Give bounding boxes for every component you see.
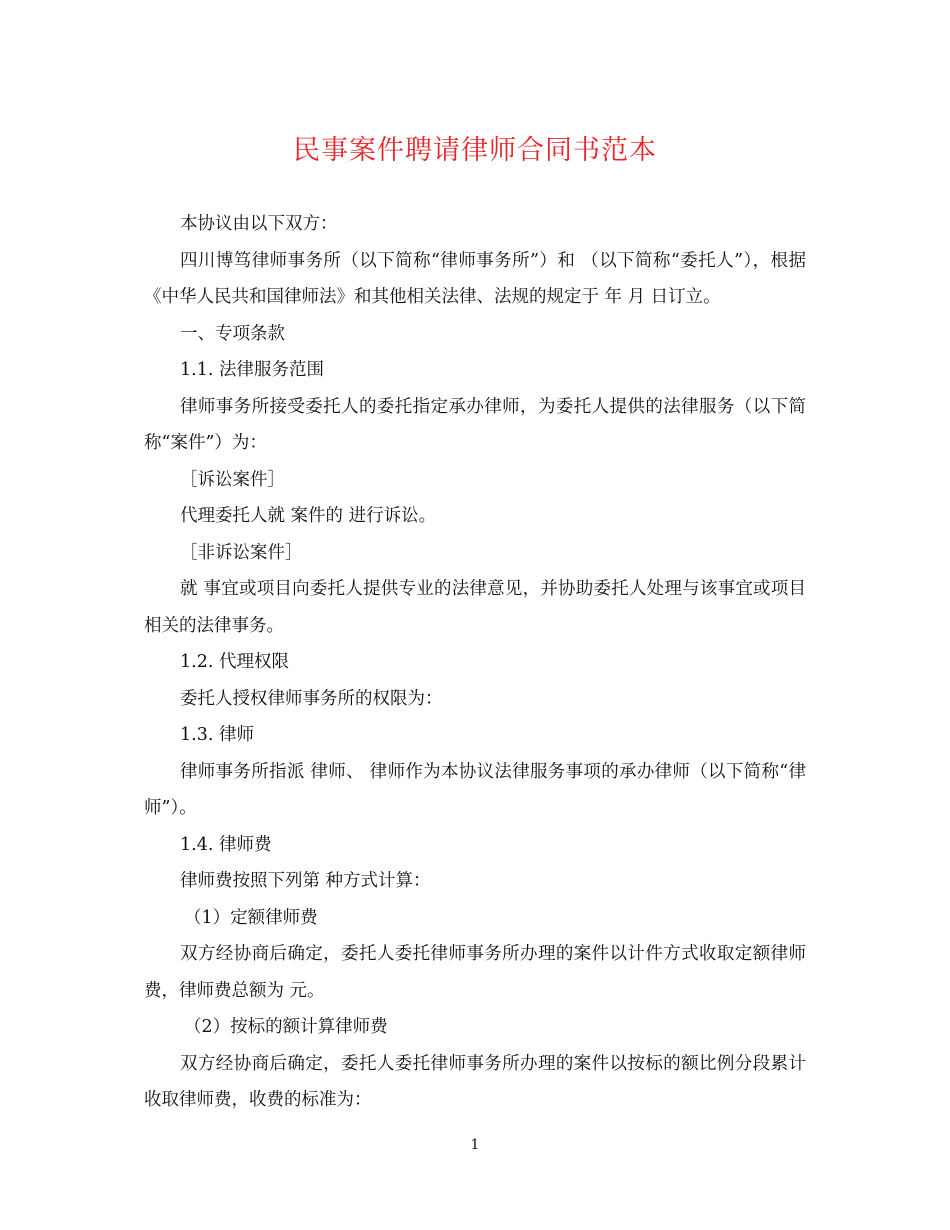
clause-heading-1-1: 1.1. 法律服务范围 — [180, 360, 324, 380]
paragraph-amount-fee: 双方经协商后确定，委托人委托律师事务所办理的案件以按标的额比例分段累计收取律师费，收费的标准为： — [144, 1053, 806, 1110]
subheading-non-litigation: ［非诉讼案件］ — [180, 542, 303, 563]
clause-heading-1-2: 1.2. 代理权限 — [180, 652, 289, 672]
section-heading-special-terms: 一、专项条款 — [180, 323, 285, 344]
paragraph-lawyers: 律师事务所指派 律师、 律师作为本协议法律服务事项的承办律师（以下简称“律师”）。 — [144, 761, 806, 818]
document-body — [144, 206, 806, 1119]
paragraph-non-litigation: 就 事宜或项目向委托人提供专业的法律意见，并协助委托人处理与该事宜或项目相关的法律事务。 — [144, 579, 806, 636]
page-number: 1 — [470, 1137, 480, 1153]
subheading-fixed-fee: （1）定额律师费 — [184, 907, 318, 928]
paragraph-intro: 本协议由以下双方： — [180, 214, 338, 234]
paragraph-litigation: 代理委托人就 案件的 进行诉讼。 — [180, 506, 437, 526]
paragraph-fixed-fee: 双方经协商后确定，委托人委托律师事务所办理的案件以计件方式收取定额律师费，律师费总额为 元。 — [144, 944, 806, 1001]
subheading-litigation: ［诉讼案件］ — [180, 469, 285, 490]
subheading-amount-fee: （2）按标的额计算律师费 — [184, 1017, 388, 1037]
clause-heading-1-4: 1.4. 律师费 — [180, 834, 272, 855]
paragraph-parties: 四川博笃律师事务所（以下简称“律师事务所”）和 （以下简称“委托人”），根据《中华人民共和国律师法》和其他相关法律、法规的规定于 年 月 日订立。 — [144, 250, 806, 307]
clause-heading-1-3: 1.3. 律师 — [180, 725, 254, 745]
paragraph-authority: 委托人授权律师事务所的权限为： — [180, 688, 443, 709]
paragraph-service-scope: 律师事务所接受委托人的委托指定承办律师，为委托人提供的法律服务（以下简称“案件”）为： — [144, 396, 806, 453]
paragraph-fee-method: 律师费按照下列第 种方式计算： — [180, 871, 431, 891]
document-title: 民事案件聘请律师合同书范本 — [293, 135, 657, 166]
